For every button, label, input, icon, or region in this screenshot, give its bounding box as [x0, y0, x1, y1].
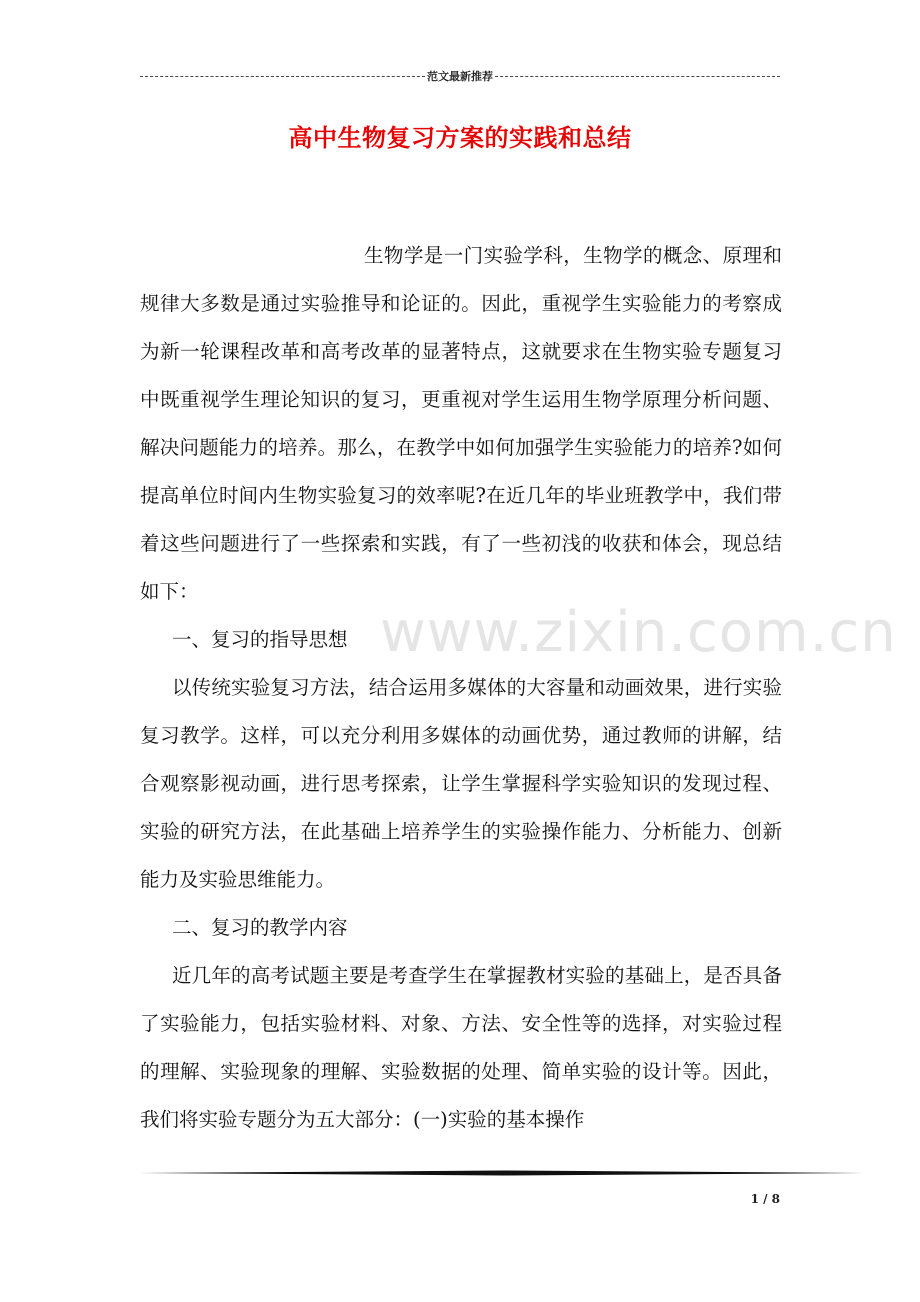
page-number: 1 / 8	[750, 1192, 780, 1206]
section-heading-1: 一、复习的指导思想	[172, 628, 348, 651]
section-heading-2: 二、复习的教学内容	[172, 916, 348, 939]
intro-paragraph: 生物学是一门实验学科，生物学的概念、原理和规律大多数是通过实验推导和论证的。因此，重视学生实验能力的考察成为新一轮课程改革和高考改革的显著特点，这就要求在生物实验专题复习中既重视学生理论知识的复习，更重视对学生运用生物学原理分析问题、解决问题能力的培养。那么，在教学中如何加强学生实验能力的培养?如何提高单位时间内生物实验复习的效率呢?在近几年的毕业班教学中，我们带着这些问题进行了一些探索和实践，有了一些初浅的收获和体会，现总结如下：	[140, 244, 782, 603]
header-dash-left	[140, 76, 425, 77]
section-paragraph-2: 近几年的高考试题主要是考查学生在掌握教材实验的基础上，是否具备了实验能力，包括实验材料、对象、方法、安全性等的选择，对实验过程的理解、实验现象的理解、实验数据的处理、简单实验的设计等。因此，我们将实验专题分为五大部分：(一)实验的基本操作	[140, 964, 782, 1131]
document-body	[140, 232, 782, 1144]
header-dash-right	[495, 76, 780, 77]
page-header	[140, 66, 780, 86]
document-title: 高中生物复习方案的实践和总结	[288, 123, 632, 152]
header-label: 范文最新推荐	[427, 70, 493, 83]
footer-rule	[140, 1170, 864, 1176]
section-paragraph-1: 以传统实验复习方法，结合运用多媒体的大容量和动画效果，进行实验复习教学。这样，可以充分利用多媒体的动画优势，通过教师的讲解，结合观察影视动画，进行思考探索，让学生掌握科学实验知识的发现过程、实验的研究方法，在此基础上培养学生的实验操作能力、分析能力、创新能力及实验思维能力。	[140, 676, 782, 891]
watermark: www.zixin.com.cn	[380, 600, 897, 665]
